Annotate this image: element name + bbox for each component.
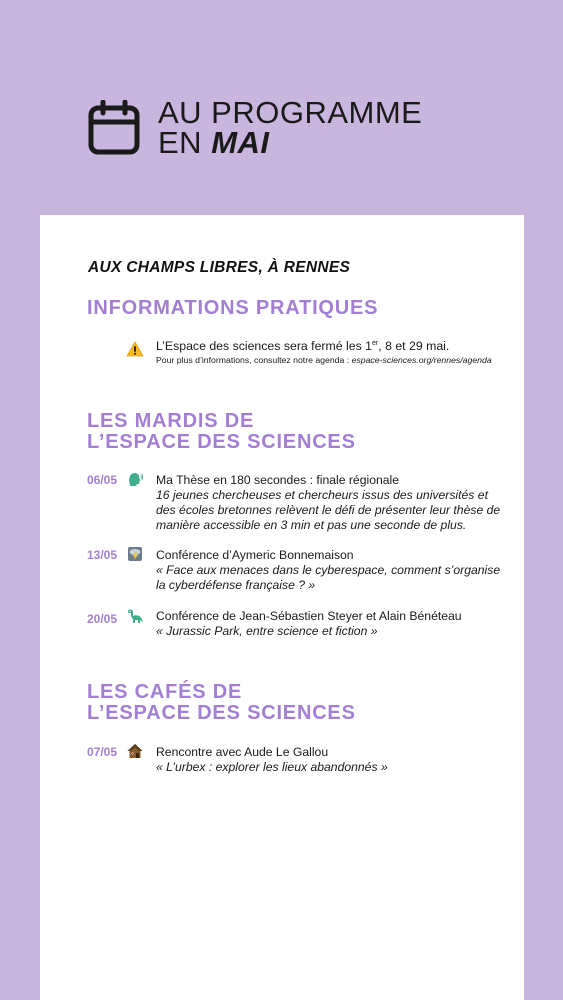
closure-notice: L’Espace des sciences sera fermé les 1er, 8 et 29 mai. <box>156 339 450 353</box>
event-date: 07/05 <box>87 745 118 759</box>
event-description: « Jurassic Park, entre science et fiction » <box>156 624 378 638</box>
event-date: 20/05 <box>87 612 118 626</box>
speaking-head-icon <box>127 471 143 487</box>
event-date: 06/05 <box>87 473 118 487</box>
warning-icon <box>126 341 144 357</box>
event-title: Conférence de Jean-Sébastien Steyer et Alain Bénéteau <box>156 609 462 623</box>
page-title <box>158 95 458 160</box>
agenda-link[interactable]: espace-sciences.org/rennes/agenda <box>351 355 492 365</box>
dinosaur-icon <box>127 607 143 623</box>
event-description: « Face aux menaces dans le cyberespace, comment s’organise la cyberdéfense française ? » <box>156 563 501 592</box>
title-month: MAI <box>211 125 270 160</box>
cyber-storm-icon <box>127 546 143 562</box>
location-heading: AUX CHAMPS LIBRES, À RENNES <box>88 259 351 276</box>
event-description: « L’urbex : explorer les lieux abandonnés » <box>156 760 388 774</box>
event-date: 13/05 <box>87 548 118 562</box>
programme-card <box>40 215 524 1000</box>
title-prefix: EN <box>158 125 212 160</box>
event-title: Conférence d’Aymeric Bonnemaison <box>156 548 354 562</box>
title-line-2 <box>158 125 458 160</box>
cafes-title: LES CAFÉS DE L’ESPACE DES SCIENCES <box>87 681 356 724</box>
mardis-title: LES MARDIS DE L’ESPACE DES SCIENCES <box>87 410 356 453</box>
calendar-icon <box>88 100 140 156</box>
practical-title: INFORMATIONS PRATIQUES <box>87 297 379 319</box>
event-title: Rencontre avec Aude Le Gallou <box>156 745 329 759</box>
derelict-house-icon <box>127 743 143 759</box>
title-line-1: AU PROGRAMME <box>158 95 423 130</box>
agenda-notice: Pour plus d’informations, consultez notre agenda : espace-sciences.org/rennes/agenda <box>156 355 492 365</box>
event-description: 16 jeunes chercheuses et chercheurs issus des universités et des écoles bretonnes relèvent le défi de présenter leur thèse de manière accessible en 3 min et pas une seconde de plus. <box>156 488 501 532</box>
event-title: Ma Thèse en 180 secondes : finale régionale <box>156 473 400 487</box>
